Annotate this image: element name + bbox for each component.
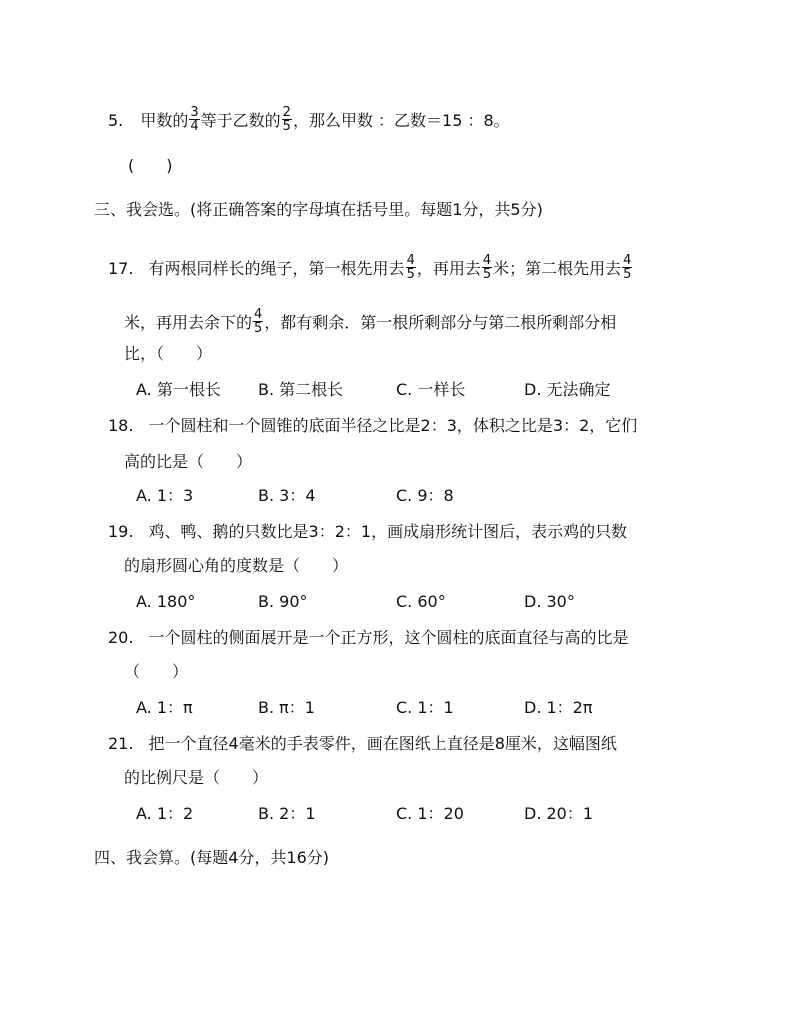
option-b[interactable]: B. 90° [258,592,308,611]
question-19 [108,524,627,540]
text: ，那么甲数 ：乙数＝15 ：8。 [292,111,510,130]
option-a[interactable]: A. 1：π [136,698,193,717]
question-number: 17. [108,259,134,278]
text: 一个圆柱和一个圆锥的底面半径之比是2：3，体积之比是3：2，它们 [148,416,638,435]
fraction [253,308,263,335]
denominator: 5 [406,267,415,282]
fraction [622,254,632,281]
option-a[interactable]: A. 180° [136,592,196,611]
text: 一个圆柱的侧面展开是一个正方形，这个圆柱的底面直径与高的比是 [148,628,629,647]
question-number: 18. [108,416,134,435]
option-c[interactable]: C. 1：20 [396,804,464,823]
answer-paren[interactable]: ( ) [128,156,173,175]
question-17 [108,253,633,283]
option-c[interactable]: C. 60° [396,592,446,611]
text: 鸡、鸭、鹅的只数比是3：2：1，画成扇形统计图后，表示鸡的只数 [148,522,628,541]
denominator: 5 [282,119,291,134]
option-d[interactable]: D. 20：1 [524,804,594,823]
option-d[interactable]: D. 30° [524,592,575,611]
denominator: 4 [190,119,199,134]
fraction [189,106,199,133]
option-b[interactable]: B. 3：4 [258,486,316,505]
option-d[interactable]: D. 无法确定 [524,380,611,399]
question-20-line2: （ ） [124,662,189,681]
text: ，再用去 [416,259,481,278]
option-a[interactable]: A. 第一根长 [136,380,221,399]
option-b[interactable]: B. 2：1 [258,804,316,823]
question-5 [108,105,510,135]
question-number: 5. [108,111,124,130]
text: ，都有剩余．第一根所剩部分与第二根所剩部分相 [264,313,617,332]
numerator: 4 [623,253,632,268]
section-heading: 四、我会算。(每题4分，共16分) [94,848,330,867]
text: 等于乙数的 [200,111,281,130]
text: 把一个直径4毫米的手表零件，画在图纸上直径是8厘米，这幅图纸 [148,734,617,753]
question-18 [108,418,637,434]
text: 米；第二根先用去 [493,259,622,278]
denominator: 5 [254,321,263,336]
option-a[interactable]: A. 1：2 [136,804,194,823]
numerator: 2 [282,105,291,120]
option-c[interactable]: C. 一样长 [396,380,466,399]
question-19-line2: 的扇形圆心角的度数是（ ） [124,556,349,575]
question-18-line2: 高的比是（ ） [124,452,253,471]
section-heading: 三、我会选。(将正确答案的字母填在括号里。每题1分，共5分) [94,200,543,219]
question-21 [108,736,617,752]
option-a[interactable]: A. 1：3 [136,486,194,505]
fraction [482,254,492,281]
numerator: 4 [406,253,415,268]
question-17-line3: 比，（ ） [124,344,213,363]
option-b[interactable]: B. 第二根长 [258,380,344,399]
question-21-line2: 的比例尺是（ ） [124,768,269,787]
numerator: 4 [254,307,263,322]
denominator: 5 [482,267,492,282]
text: 有两根同样长的绳子，第一根先用去 [148,259,405,278]
question-20 [108,630,629,646]
question-number: 19. [108,522,134,541]
numerator: 4 [482,253,492,268]
question-number: 21. [108,734,134,753]
question-number: 20. [108,628,134,647]
text: 甲数的 [140,111,189,130]
option-c[interactable]: C. 1：1 [396,698,454,717]
fraction [282,106,292,133]
denominator: 5 [623,267,632,282]
question-17-line2 [124,307,617,337]
text: 米，再用去余下的 [124,313,253,332]
numerator: 3 [190,105,199,120]
option-d[interactable]: D. 1：2π [524,698,593,717]
fraction [406,254,416,281]
option-c[interactable]: C. 9：8 [396,486,454,505]
option-b[interactable]: B. π：1 [258,698,315,717]
